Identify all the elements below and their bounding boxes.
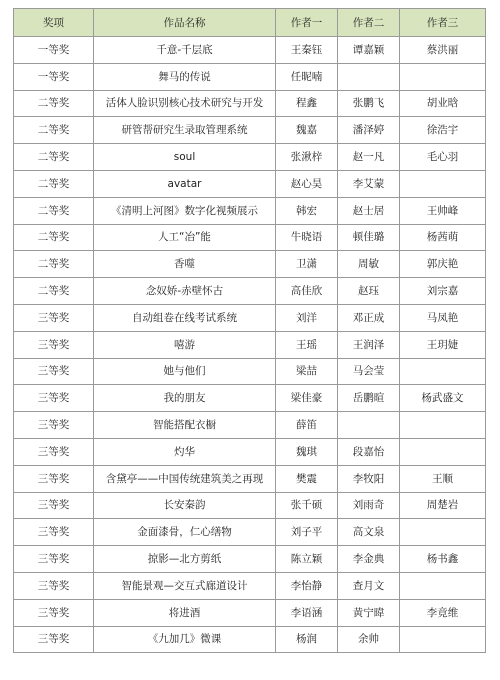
author-2-cell: 段嘉怡 xyxy=(338,438,400,465)
work-title-cell: soul xyxy=(94,144,276,171)
table-row xyxy=(14,278,486,305)
author-3-cell: 蔡洪丽 xyxy=(400,37,486,64)
table-row xyxy=(14,519,486,546)
author-1-cell: 魏嘉 xyxy=(276,117,338,144)
work-title-cell: 金面漆骨，仁心缮物 xyxy=(94,519,276,546)
award-cell: 二等奖 xyxy=(14,224,94,251)
work-title-cell: 千意-千层底 xyxy=(94,37,276,64)
award-cell: 一等奖 xyxy=(14,37,94,64)
award-cell: 二等奖 xyxy=(14,197,94,224)
author-2-cell: 顿佳璐 xyxy=(338,224,400,251)
table-row xyxy=(14,117,486,144)
award-cell: 二等奖 xyxy=(14,170,94,197)
author-3-cell xyxy=(400,63,486,90)
work-title-cell: 活体人脸识别核心技术研究与开发 xyxy=(94,90,276,117)
author-2-cell: 潘泽婷 xyxy=(338,117,400,144)
author-1-cell: 赵心昊 xyxy=(276,170,338,197)
author-2-cell: 余帅 xyxy=(338,626,400,653)
author-3-cell: 毛心羽 xyxy=(400,144,486,171)
work-title-cell: 掠影—北方剪纸 xyxy=(94,546,276,573)
table-row xyxy=(14,599,486,626)
award-cell: 三等奖 xyxy=(14,519,94,546)
table-row xyxy=(14,197,486,224)
table-row xyxy=(14,37,486,64)
work-title-cell: 研管帮研究生录取管理系统 xyxy=(94,117,276,144)
author-3-cell: 郭庆艳 xyxy=(400,251,486,278)
author-1-cell: 张湫梓 xyxy=(276,144,338,171)
work-title-cell: 将进酒 xyxy=(94,599,276,626)
author-1-cell: 梁喆 xyxy=(276,358,338,385)
header-author-3: 作者三 xyxy=(400,9,486,37)
table-row xyxy=(14,331,486,358)
author-3-cell xyxy=(400,170,486,197)
award-cell: 三等奖 xyxy=(14,599,94,626)
work-title-cell: avatar xyxy=(94,170,276,197)
author-3-cell: 王玥婕 xyxy=(400,331,486,358)
author-2-cell: 李牧阳 xyxy=(338,465,400,492)
table-row xyxy=(14,170,486,197)
author-1-cell: 牛晓语 xyxy=(276,224,338,251)
table-row xyxy=(14,63,486,90)
awards-table xyxy=(13,8,486,653)
work-title-cell: 她与他们 xyxy=(94,358,276,385)
author-2-cell: 赵一凡 xyxy=(338,144,400,171)
author-3-cell xyxy=(400,519,486,546)
table-row xyxy=(14,546,486,573)
award-cell: 三等奖 xyxy=(14,385,94,412)
author-3-cell: 徐浩宇 xyxy=(400,117,486,144)
author-1-cell: 王秦钰 xyxy=(276,37,338,64)
award-cell: 三等奖 xyxy=(14,465,94,492)
author-3-cell: 杨书鑫 xyxy=(400,546,486,573)
author-1-cell: 张千硕 xyxy=(276,492,338,519)
work-title-cell: 嘻游 xyxy=(94,331,276,358)
award-cell: 三等奖 xyxy=(14,304,94,331)
award-cell: 三等奖 xyxy=(14,438,94,465)
author-2-cell: 黄宁暐 xyxy=(338,599,400,626)
author-1-cell: 程鑫 xyxy=(276,90,338,117)
award-cell: 三等奖 xyxy=(14,626,94,653)
author-1-cell: 樊震 xyxy=(276,465,338,492)
author-1-cell: 韩宏 xyxy=(276,197,338,224)
author-3-cell: 李竟维 xyxy=(400,599,486,626)
table-row xyxy=(14,90,486,117)
author-2-cell: 邓正成 xyxy=(338,304,400,331)
work-title-cell: 含黛亭——中国传统建筑美之再现 xyxy=(94,465,276,492)
author-2-cell: 李金典 xyxy=(338,546,400,573)
work-title-cell: 《九加几》微课 xyxy=(94,626,276,653)
award-cell: 三等奖 xyxy=(14,492,94,519)
table-row xyxy=(14,144,486,171)
author-2-cell: 张鹏飞 xyxy=(338,90,400,117)
table-row xyxy=(14,385,486,412)
work-title-cell: 人工“冶”能 xyxy=(94,224,276,251)
author-3-cell: 杨武盛文 xyxy=(400,385,486,412)
author-3-cell xyxy=(400,626,486,653)
author-1-cell: 王瑶 xyxy=(276,331,338,358)
author-2-cell: 谭嘉颖 xyxy=(338,37,400,64)
work-title-cell: 灼华 xyxy=(94,438,276,465)
award-cell: 三等奖 xyxy=(14,331,94,358)
author-3-cell xyxy=(400,438,486,465)
author-3-cell xyxy=(400,572,486,599)
work-title-cell: 长安秦韵 xyxy=(94,492,276,519)
author-2-cell: 高文泉 xyxy=(338,519,400,546)
award-cell: 一等奖 xyxy=(14,63,94,90)
table-row xyxy=(14,358,486,385)
header-award: 奖项 xyxy=(14,9,94,37)
author-1-cell: 李怡静 xyxy=(276,572,338,599)
work-title-cell: 自动组卷在线考试系统 xyxy=(94,304,276,331)
author-2-cell: 赵珏 xyxy=(338,278,400,305)
table-row xyxy=(14,626,486,653)
author-1-cell: 卫潇 xyxy=(276,251,338,278)
author-2-cell: 刘雨奇 xyxy=(338,492,400,519)
table-row xyxy=(14,224,486,251)
author-2-cell: 王润泽 xyxy=(338,331,400,358)
table-row xyxy=(14,304,486,331)
author-3-cell xyxy=(400,412,486,439)
author-3-cell: 刘宗嘉 xyxy=(400,278,486,305)
author-3-cell: 王帅峰 xyxy=(400,197,486,224)
author-3-cell xyxy=(400,358,486,385)
award-cell: 三等奖 xyxy=(14,358,94,385)
work-title-cell: 智能搭配衣橱 xyxy=(94,412,276,439)
author-1-cell: 高佳欣 xyxy=(276,278,338,305)
award-cell: 二等奖 xyxy=(14,278,94,305)
award-cell: 三等奖 xyxy=(14,572,94,599)
table-row xyxy=(14,438,486,465)
work-title-cell: 念奴娇-赤壁怀古 xyxy=(94,278,276,305)
author-2-cell: 岳鹏暄 xyxy=(338,385,400,412)
author-2-cell xyxy=(338,63,400,90)
award-cell: 二等奖 xyxy=(14,251,94,278)
author-1-cell: 刘子平 xyxy=(276,519,338,546)
header-author-2: 作者二 xyxy=(338,9,400,37)
author-2-cell: 周敏 xyxy=(338,251,400,278)
work-title-cell: 香噬 xyxy=(94,251,276,278)
author-1-cell: 刘洋 xyxy=(276,304,338,331)
table-row xyxy=(14,412,486,439)
award-cell: 二等奖 xyxy=(14,90,94,117)
work-title-cell: 智能景观—交互式廊道设计 xyxy=(94,572,276,599)
award-cell: 二等奖 xyxy=(14,117,94,144)
author-3-cell: 王顺 xyxy=(400,465,486,492)
work-title-cell: 我的朋友 xyxy=(94,385,276,412)
author-3-cell: 周楚岩 xyxy=(400,492,486,519)
author-1-cell: 李语涵 xyxy=(276,599,338,626)
author-3-cell: 马凤艳 xyxy=(400,304,486,331)
author-2-cell xyxy=(338,412,400,439)
author-2-cell: 马会莹 xyxy=(338,358,400,385)
author-1-cell: 梁佳豪 xyxy=(276,385,338,412)
award-cell: 三等奖 xyxy=(14,546,94,573)
author-3-cell: 胡业晗 xyxy=(400,90,486,117)
table-row xyxy=(14,465,486,492)
author-3-cell: 杨茜萌 xyxy=(400,224,486,251)
header-row xyxy=(14,9,486,37)
table-row xyxy=(14,251,486,278)
author-2-cell: 赵士居 xyxy=(338,197,400,224)
author-1-cell: 杨润 xyxy=(276,626,338,653)
author-1-cell: 任昵喃 xyxy=(276,63,338,90)
author-1-cell: 薛笛 xyxy=(276,412,338,439)
table-header xyxy=(14,9,486,37)
author-2-cell: 李艾蒙 xyxy=(338,170,400,197)
award-cell: 三等奖 xyxy=(14,412,94,439)
work-title-cell: 《清明上河图》数字化视频展示 xyxy=(94,197,276,224)
table-body xyxy=(14,37,486,653)
author-2-cell: 查月文 xyxy=(338,572,400,599)
header-work-title: 作品名称 xyxy=(94,9,276,37)
table-row xyxy=(14,572,486,599)
author-1-cell: 陈立颖 xyxy=(276,546,338,573)
author-1-cell: 魏琪 xyxy=(276,438,338,465)
table-row xyxy=(14,492,486,519)
header-author-1: 作者一 xyxy=(276,9,338,37)
work-title-cell: 舞马的传说 xyxy=(94,63,276,90)
award-cell: 二等奖 xyxy=(14,144,94,171)
